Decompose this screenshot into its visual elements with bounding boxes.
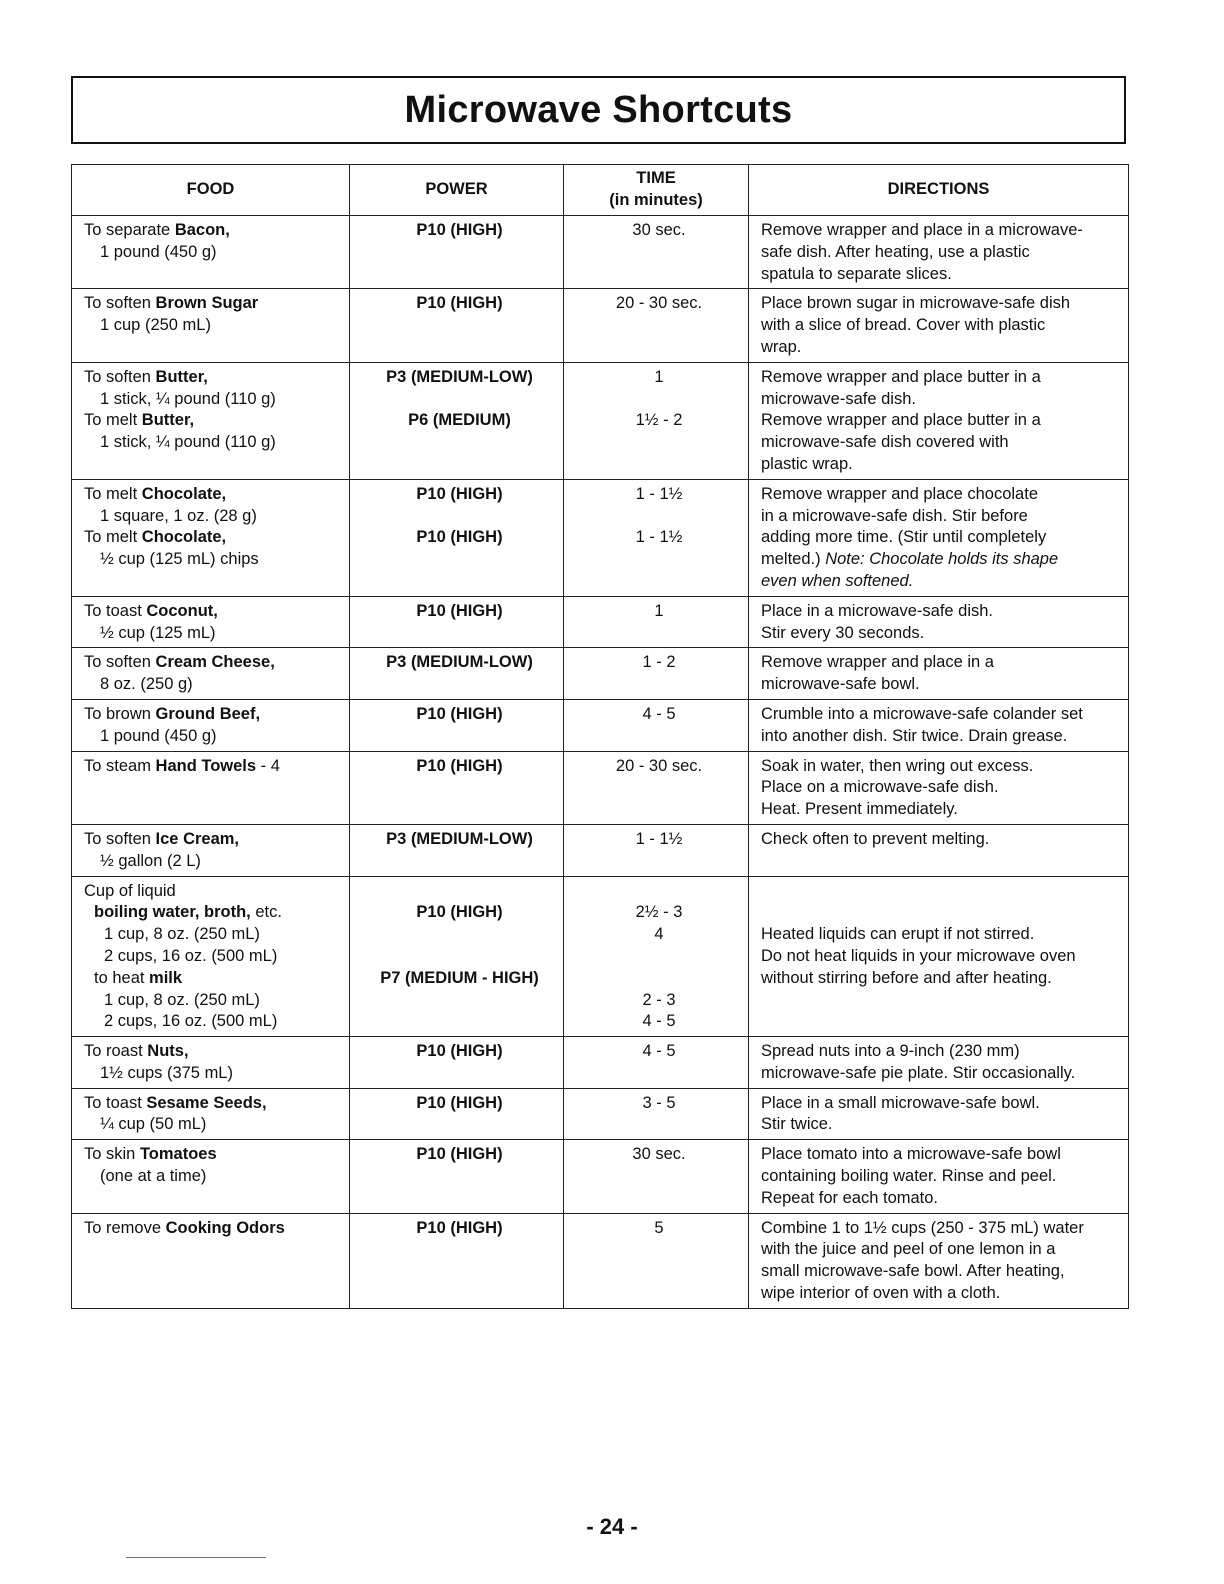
food-line: ½ cup (125 mL) xyxy=(100,623,216,642)
time-cell xyxy=(564,699,749,751)
time-value xyxy=(576,968,742,990)
directions-line: in a microwave-safe dish. Stir before xyxy=(761,506,1028,525)
table-row xyxy=(72,289,1129,362)
time-value: 4 - 5 xyxy=(642,704,676,723)
food-line-prefix: to heat xyxy=(94,968,150,987)
power-cell xyxy=(350,876,564,1037)
directions-cell xyxy=(749,699,1129,751)
directions-cell xyxy=(749,1213,1129,1308)
food-cell xyxy=(72,479,350,596)
food-line-prefix: To soften xyxy=(84,367,156,386)
power-level: P10 (HIGH) xyxy=(416,528,503,547)
directions-line: Repeat for each tomato. xyxy=(761,1188,939,1207)
directions-cell xyxy=(749,751,1129,824)
power-level: P10 (HIGH) xyxy=(416,1218,503,1237)
food-line xyxy=(84,410,343,432)
food-line-prefix: To remove xyxy=(84,1218,166,1237)
directions-line: small microwave-safe bowl. After heating, xyxy=(761,1262,1065,1281)
time-value: 2 - 3 xyxy=(642,990,676,1009)
directions-line: Remove wrapper and place butter in a xyxy=(761,411,1041,430)
food-item-name: Sesame Seeds, xyxy=(146,1093,267,1112)
food-line-prefix: To roast xyxy=(84,1042,148,1061)
food-item-name: Nuts, xyxy=(147,1042,189,1061)
food-item-name: Chocolate, xyxy=(141,528,227,547)
directions-line: microwave-safe bowl. xyxy=(761,675,920,694)
food-line: Cup of liquid xyxy=(84,881,176,900)
power-cell xyxy=(350,751,564,824)
directions-line: containing boiling water. Rinse and peel. xyxy=(761,1167,1057,1186)
food-cell xyxy=(72,596,350,648)
directions-cell xyxy=(749,1140,1129,1213)
food-line-prefix: To steam xyxy=(84,756,156,775)
directions-line xyxy=(761,902,1122,924)
power-level xyxy=(362,506,557,528)
time-value: 30 sec. xyxy=(632,1145,686,1164)
food-cell xyxy=(72,1213,350,1308)
time-value: 1 xyxy=(654,367,664,386)
directions-line: wrap. xyxy=(761,337,802,356)
directions-line: Heated liquids can erupt if not stirred. xyxy=(761,925,1035,944)
directions-line: Place tomato into a microwave-safe bowl xyxy=(761,1145,1061,1164)
food-item-name: Chocolate, xyxy=(141,484,227,503)
directions-note: even when softened. xyxy=(761,571,914,590)
food-cell xyxy=(72,1088,350,1140)
directions-line: Place brown sugar in microwave-safe dish xyxy=(761,294,1071,313)
food-line: 1½ cups (375 mL) xyxy=(100,1063,233,1082)
food-line-prefix: To melt xyxy=(84,528,142,547)
food-line xyxy=(84,652,343,674)
food-line: 1 cup, 8 oz. (250 mL) xyxy=(104,925,260,944)
directions-cell xyxy=(749,479,1129,596)
time-value: 30 sec. xyxy=(632,221,686,239)
food-item-name: Brown Sugar xyxy=(155,294,259,313)
food-line: (one at a time) xyxy=(100,1167,207,1186)
time-cell xyxy=(564,824,749,876)
time-value: 1 - 1½ xyxy=(635,829,683,848)
table-row xyxy=(72,876,1129,1037)
power-cell xyxy=(350,1140,564,1213)
directions-line: Spread nuts into a 9-inch (230 mm) xyxy=(761,1042,1020,1061)
directions-line: Remove wrapper and place chocolate xyxy=(761,484,1038,503)
food-line xyxy=(84,704,343,726)
power-cell xyxy=(350,1088,564,1140)
time-value xyxy=(576,389,742,411)
time-value: 5 xyxy=(654,1218,664,1237)
food-line: 8 oz. (250 g) xyxy=(100,675,193,694)
directions-line: spatula to separate slices. xyxy=(761,264,952,283)
directions-line: Remove wrapper and place in a xyxy=(761,653,994,672)
food-item-name: Tomatoes xyxy=(139,1145,217,1164)
food-item-name: boiling water, broth, xyxy=(94,903,251,922)
table-row xyxy=(72,648,1129,700)
food-line: 1 cup (250 mL) xyxy=(100,316,211,335)
food-line-prefix: To soften xyxy=(84,829,156,848)
directions-note: Note: Chocolate holds its shape xyxy=(825,550,1059,569)
header-food: FOOD xyxy=(72,165,350,216)
bottom-rule xyxy=(126,1557,266,1558)
directions-note-line xyxy=(761,571,1122,593)
time-value: 20 - 30 sec. xyxy=(615,294,703,313)
power-level: P10 (HIGH) xyxy=(416,756,503,775)
power-cell xyxy=(350,216,564,289)
time-cell xyxy=(564,216,749,289)
directions-line: microwave-safe pie plate. Stir occasionally. xyxy=(761,1063,1076,1082)
directions-line: Check often to prevent melting. xyxy=(761,829,990,848)
directions-cell xyxy=(749,1088,1129,1140)
directions-cell xyxy=(749,648,1129,700)
food-line-prefix: To separate xyxy=(84,221,175,239)
food-line: 2 cups, 16 oz. (500 mL) xyxy=(104,1012,278,1031)
food-line-suffix: etc. xyxy=(250,903,282,922)
food-cell xyxy=(72,824,350,876)
time-cell xyxy=(564,1088,749,1140)
directions-line: Stir twice. xyxy=(761,1115,833,1134)
food-line-prefix: To brown xyxy=(84,704,156,723)
food-cell xyxy=(72,1140,350,1213)
food-item-name: Hand Towels xyxy=(155,756,257,775)
food-line xyxy=(84,1041,343,1063)
power-cell xyxy=(350,824,564,876)
power-level: P3 (MEDIUM-LOW) xyxy=(386,653,533,672)
time-value: 1½ - 2 xyxy=(635,411,683,430)
power-level: P10 (HIGH) xyxy=(416,484,503,503)
time-cell xyxy=(564,289,749,362)
power-level: P10 (HIGH) xyxy=(416,704,503,723)
food-line: ¼ cup (50 mL) xyxy=(100,1115,207,1134)
food-item-name: Ground Beef, xyxy=(155,704,261,723)
header-power: POWER xyxy=(350,165,564,216)
food-line-suffix: - 4 xyxy=(256,756,280,775)
food-line xyxy=(84,756,343,778)
time-cell xyxy=(564,479,749,596)
food-line: ½ gallon (2 L) xyxy=(100,851,201,870)
directions-line xyxy=(761,549,1122,571)
food-item-name: Butter, xyxy=(155,367,208,386)
food-item-name: Cooking Odors xyxy=(165,1218,285,1237)
table-row xyxy=(72,1213,1129,1308)
directions-line: Place in a microwave-safe dish. xyxy=(761,601,994,620)
time-value: 4 xyxy=(654,925,664,944)
directions-line: with a slice of bread. Cover with plastic xyxy=(761,316,1046,335)
directions-line: into another dish. Stir twice. Drain grease. xyxy=(761,726,1068,745)
directions-line: microwave-safe dish covered with xyxy=(761,433,1009,452)
food-line-prefix: To toast xyxy=(84,1093,147,1112)
food-line-prefix: To soften xyxy=(84,653,156,672)
food-cell xyxy=(72,216,350,289)
header-time xyxy=(564,165,749,216)
time-value: 3 - 5 xyxy=(642,1093,676,1112)
page-number: - 24 - xyxy=(586,1514,638,1539)
time-value: 4 - 5 xyxy=(642,1012,676,1031)
directions-line: Place in a small microwave-safe bowl. xyxy=(761,1093,1040,1112)
food-line: 2 cups, 16 oz. (500 mL) xyxy=(104,946,278,965)
table-header-row xyxy=(72,165,1129,216)
power-level xyxy=(362,389,557,411)
time-cell xyxy=(564,596,749,648)
directions-line: without stirring before and after heating. xyxy=(761,968,1052,987)
time-value xyxy=(576,506,742,528)
header-directions: DIRECTIONS xyxy=(749,165,1129,216)
food-item-name: Coconut, xyxy=(146,601,218,620)
food-cell xyxy=(72,289,350,362)
food-line-prefix: To skin xyxy=(84,1145,140,1164)
power-level xyxy=(362,946,557,968)
directions-cell xyxy=(749,216,1129,289)
shortcuts-table xyxy=(71,164,1129,1309)
time-value xyxy=(576,946,742,968)
title-box xyxy=(71,76,1126,144)
time-value: 1 - 1½ xyxy=(635,484,683,503)
power-cell xyxy=(350,1213,564,1308)
food-line-prefix: To melt xyxy=(84,411,142,430)
food-cell xyxy=(72,648,350,700)
food-line: 1 pound (450 g) xyxy=(100,726,217,745)
food-line xyxy=(84,367,343,389)
time-value: 2½ - 3 xyxy=(635,903,683,922)
food-line xyxy=(84,829,343,851)
directions-cell xyxy=(749,876,1129,1037)
power-level xyxy=(362,881,557,903)
food-line xyxy=(84,484,343,506)
power-level: P3 (MEDIUM-LOW) xyxy=(386,829,533,848)
header-time-label: TIME xyxy=(636,169,676,188)
power-level: P7 (MEDIUM - HIGH) xyxy=(380,968,539,987)
food-cell xyxy=(72,876,350,1037)
time-cell xyxy=(564,362,749,479)
power-cell xyxy=(350,648,564,700)
time-value: 20 - 30 sec. xyxy=(615,756,703,775)
directions-line: Stir every 30 seconds. xyxy=(761,623,925,642)
power-level: P10 (HIGH) xyxy=(416,601,503,620)
food-line xyxy=(84,968,343,990)
table-row xyxy=(72,216,1129,289)
power-level: P6 (MEDIUM) xyxy=(408,411,511,430)
food-line: ½ cup (125 mL) chips xyxy=(100,550,259,569)
directions-cell xyxy=(749,824,1129,876)
time-value: 4 - 5 xyxy=(642,1042,676,1061)
food-line xyxy=(84,1218,343,1240)
time-cell xyxy=(564,648,749,700)
directions-line: Do not heat liquids in your microwave oven xyxy=(761,946,1076,965)
directions-cell xyxy=(749,596,1129,648)
time-cell xyxy=(564,876,749,1037)
food-line: 1 pound (450 g) xyxy=(100,242,217,261)
power-cell xyxy=(350,699,564,751)
directions-cell xyxy=(749,362,1129,479)
food-line: 1 square, 1 oz. (28 g) xyxy=(100,506,257,525)
page-title: Microwave Shortcuts xyxy=(404,88,793,131)
food-cell xyxy=(72,1037,350,1089)
food-line: 1 stick, ¼ pound (110 g) xyxy=(100,389,276,408)
directions-line: safe dish. After heating, use a plastic xyxy=(761,242,1030,261)
directions-line: Soak in water, then wring out excess. xyxy=(761,756,1034,775)
table-row xyxy=(72,596,1129,648)
food-item-name: Bacon, xyxy=(174,221,230,239)
directions-line: Remove wrapper and place butter in a xyxy=(761,367,1041,386)
food-line-prefix: To melt xyxy=(84,484,142,503)
food-line xyxy=(84,527,343,549)
power-level xyxy=(362,924,557,946)
power-level: P10 (HIGH) xyxy=(416,903,503,922)
directions-line: Heat. Present immediately. xyxy=(761,800,958,819)
directions-cell xyxy=(749,1037,1129,1089)
time-value: 1 - 2 xyxy=(642,653,676,672)
food-item-name: Cream Cheese, xyxy=(155,653,275,672)
time-value: 1 xyxy=(654,601,664,620)
directions-line: with the juice and peel of one lemon in a xyxy=(761,1240,1056,1259)
time-cell xyxy=(564,1037,749,1089)
power-level: P10 (HIGH) xyxy=(416,1093,503,1112)
table-body xyxy=(72,216,1129,1309)
food-line: 1 stick, ¼ pound (110 g) xyxy=(100,433,276,452)
power-cell xyxy=(350,479,564,596)
time-value: 1 - 1½ xyxy=(635,528,683,547)
food-cell xyxy=(72,362,350,479)
directions-line: Combine 1 to 1½ cups (250 - 375 mL) water xyxy=(761,1218,1084,1237)
table-row xyxy=(72,1088,1129,1140)
food-line xyxy=(84,1093,343,1115)
header-time-sub: (in minutes) xyxy=(609,191,703,209)
table-row xyxy=(72,1037,1129,1089)
food-item-name: milk xyxy=(149,968,183,987)
table-row xyxy=(72,699,1129,751)
power-level: P3 (MEDIUM-LOW) xyxy=(386,367,533,386)
time-cell xyxy=(564,751,749,824)
power-cell xyxy=(350,596,564,648)
food-line xyxy=(84,601,343,623)
power-level: P10 (HIGH) xyxy=(416,1042,503,1061)
food-line-prefix: To soften xyxy=(84,294,156,313)
power-level: P10 (HIGH) xyxy=(416,294,503,313)
food-line xyxy=(84,1144,343,1166)
food-line xyxy=(84,220,343,242)
directions-line: Place on a microwave-safe dish. xyxy=(761,778,999,797)
food-cell xyxy=(72,751,350,824)
table-row xyxy=(72,479,1129,596)
directions-line: adding more time. (Stir until completely xyxy=(761,528,1047,547)
directions-line: plastic wrap. xyxy=(761,454,853,473)
food-item-name: Butter, xyxy=(141,411,195,430)
directions-line: Remove wrapper and place in a microwave- xyxy=(761,221,1083,239)
table-row xyxy=(72,362,1129,479)
table-row xyxy=(72,1140,1129,1213)
power-cell xyxy=(350,289,564,362)
directions-text: melted.) xyxy=(761,550,826,569)
power-cell xyxy=(350,1037,564,1089)
time-cell xyxy=(564,1140,749,1213)
food-item-name: Ice Cream, xyxy=(155,829,240,848)
directions-cell xyxy=(749,289,1129,362)
table-row xyxy=(72,824,1129,876)
food-line-prefix: To toast xyxy=(84,601,147,620)
food-line xyxy=(84,293,343,315)
time-value xyxy=(576,881,742,903)
directions-line: microwave-safe dish. xyxy=(761,389,916,408)
power-level: P10 (HIGH) xyxy=(416,221,503,239)
food-cell xyxy=(72,699,350,751)
directions-line: Crumble into a microwave-safe colander set xyxy=(761,704,1083,723)
food-line xyxy=(84,902,343,924)
directions-line xyxy=(761,881,1122,903)
power-level: P10 (HIGH) xyxy=(416,1145,503,1164)
table-row xyxy=(72,751,1129,824)
power-cell xyxy=(350,362,564,479)
time-cell xyxy=(564,1213,749,1308)
directions-line: wipe interior of oven with a cloth. xyxy=(761,1284,1001,1303)
food-line: 1 cup, 8 oz. (250 mL) xyxy=(104,990,260,1009)
